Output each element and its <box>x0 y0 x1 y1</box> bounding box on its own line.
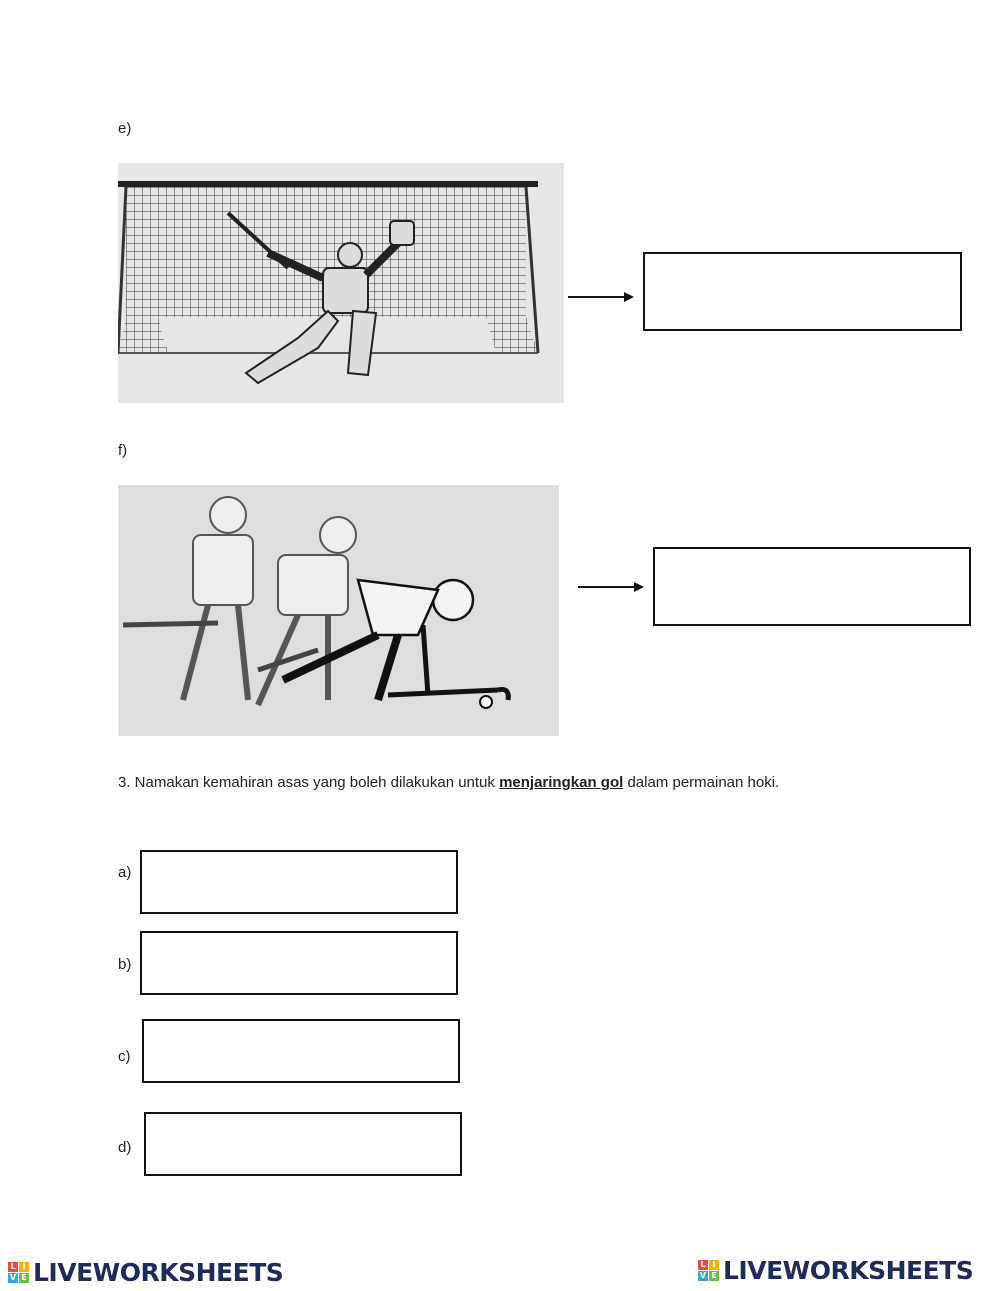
hockey-players-illustration <box>118 485 559 736</box>
logo-letter-e: E <box>709 1271 719 1281</box>
answer-box-e[interactable] <box>643 252 962 331</box>
answer-c-label: c) <box>118 1048 131 1065</box>
logo-letter-v: V <box>699 1271 707 1280</box>
logo-letter-i: I <box>709 1260 719 1270</box>
footer-logo-right <box>698 1256 973 1285</box>
logo-text: LIVEWORKSHEETS <box>723 1256 974 1285</box>
question-3 <box>118 774 779 791</box>
footer-logo-left <box>8 1258 283 1287</box>
arrow-f-icon <box>578 579 646 595</box>
question-3-prefix: 3. Namakan kemahiran asas yang boleh dilakukan untuk <box>118 774 500 791</box>
logo-letter-l: L <box>8 1262 18 1272</box>
arrow-e-icon <box>568 289 636 305</box>
goalkeeper-illustration <box>118 163 564 403</box>
liveworksheets-logo-icon <box>8 1262 29 1283</box>
answer-box-d[interactable] <box>144 1112 462 1176</box>
answer-d-label: d) <box>118 1139 132 1156</box>
logo-letter-v: V <box>9 1273 17 1282</box>
answer-box-a[interactable] <box>140 850 458 914</box>
liveworksheets-logo-icon <box>698 1260 719 1281</box>
answer-a-label: a) <box>118 864 132 881</box>
logo-letter-l: L <box>698 1260 708 1270</box>
question-3-suffix: dalam permainan hoki. <box>623 774 780 791</box>
section-f-label: f) <box>118 442 128 459</box>
question-3-emphasis: menjaringkan gol <box>499 774 624 791</box>
logo-text: LIVEWORKSHEETS <box>33 1258 284 1287</box>
answer-b-label: b) <box>118 956 132 973</box>
section-e-label: e) <box>118 120 132 137</box>
answer-box-b[interactable] <box>140 931 458 995</box>
logo-letter-i: I <box>19 1262 29 1272</box>
logo-letter-e: E <box>19 1273 29 1283</box>
answer-box-f[interactable] <box>653 547 971 626</box>
answer-box-c[interactable] <box>142 1019 460 1083</box>
